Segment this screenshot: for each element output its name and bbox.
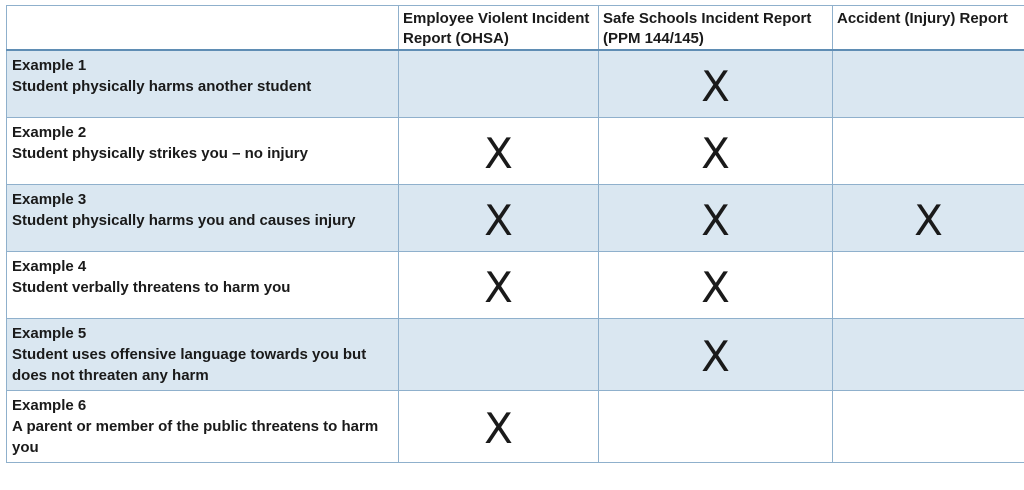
example-description: Student physically harms you and causes injury xyxy=(12,211,356,229)
example-description: A parent or member of the public threatens to harm you xyxy=(12,417,379,456)
incident-reporting-matrix xyxy=(6,5,1024,463)
example-label: Example 3 xyxy=(12,190,87,208)
table-row xyxy=(7,184,1024,251)
mark-accident-injury xyxy=(833,390,1024,462)
header-blank-cell xyxy=(7,6,399,51)
mark-safe-schools: X xyxy=(599,50,833,117)
header-employee-violent-incident-report: Employee Violent Incident Report (OHSA) xyxy=(399,6,599,51)
mark-employee-violent xyxy=(399,318,599,390)
example-label: Example 2 xyxy=(12,123,87,141)
example-label: Example 1 xyxy=(12,57,87,74)
table-row xyxy=(7,318,1024,390)
table-row xyxy=(7,251,1024,318)
example-label: Example 5 xyxy=(12,324,87,342)
header-row xyxy=(7,6,1024,51)
example-label: Example 6 xyxy=(12,396,87,414)
mark-safe-schools xyxy=(599,390,833,462)
mark-employee-violent: X xyxy=(399,117,599,184)
mark-employee-violent xyxy=(399,50,599,117)
scenario-cell xyxy=(7,390,399,462)
example-description: Student uses offensive language towards you but does not threaten any harm xyxy=(12,345,367,384)
mark-safe-schools: X xyxy=(599,318,833,390)
example-description: Student verbally threatens to harm you xyxy=(12,278,291,296)
mark-safe-schools: X xyxy=(599,117,833,184)
mark-employee-violent: X xyxy=(399,390,599,462)
mark-employee-violent: X xyxy=(399,251,599,318)
example-label: Example 4 xyxy=(12,257,87,275)
header-accident-injury-report: Accident (Injury) Report xyxy=(833,6,1024,51)
example-description: Student physically strikes you – no injury xyxy=(12,144,308,162)
scenario-cell xyxy=(7,117,399,184)
mark-accident-injury xyxy=(833,50,1024,117)
table-row xyxy=(7,117,1024,184)
mark-safe-schools: X xyxy=(599,251,833,318)
mark-employee-violent: X xyxy=(399,184,599,251)
scenario-cell xyxy=(7,251,399,318)
scenario-cell xyxy=(7,184,399,251)
mark-accident-injury xyxy=(833,318,1024,390)
mark-safe-schools: X xyxy=(599,184,833,251)
table-row xyxy=(7,390,1024,462)
mark-accident-injury xyxy=(833,117,1024,184)
scenario-cell xyxy=(7,50,399,117)
mark-accident-injury xyxy=(833,251,1024,318)
header-safe-schools-incident-report: Safe Schools Incident Report (PPM 144/145) xyxy=(599,6,833,51)
table-row xyxy=(7,50,1024,117)
example-description: Student physically harms another student xyxy=(12,78,312,95)
scenario-cell xyxy=(7,318,399,390)
mark-accident-injury: X xyxy=(833,184,1024,251)
